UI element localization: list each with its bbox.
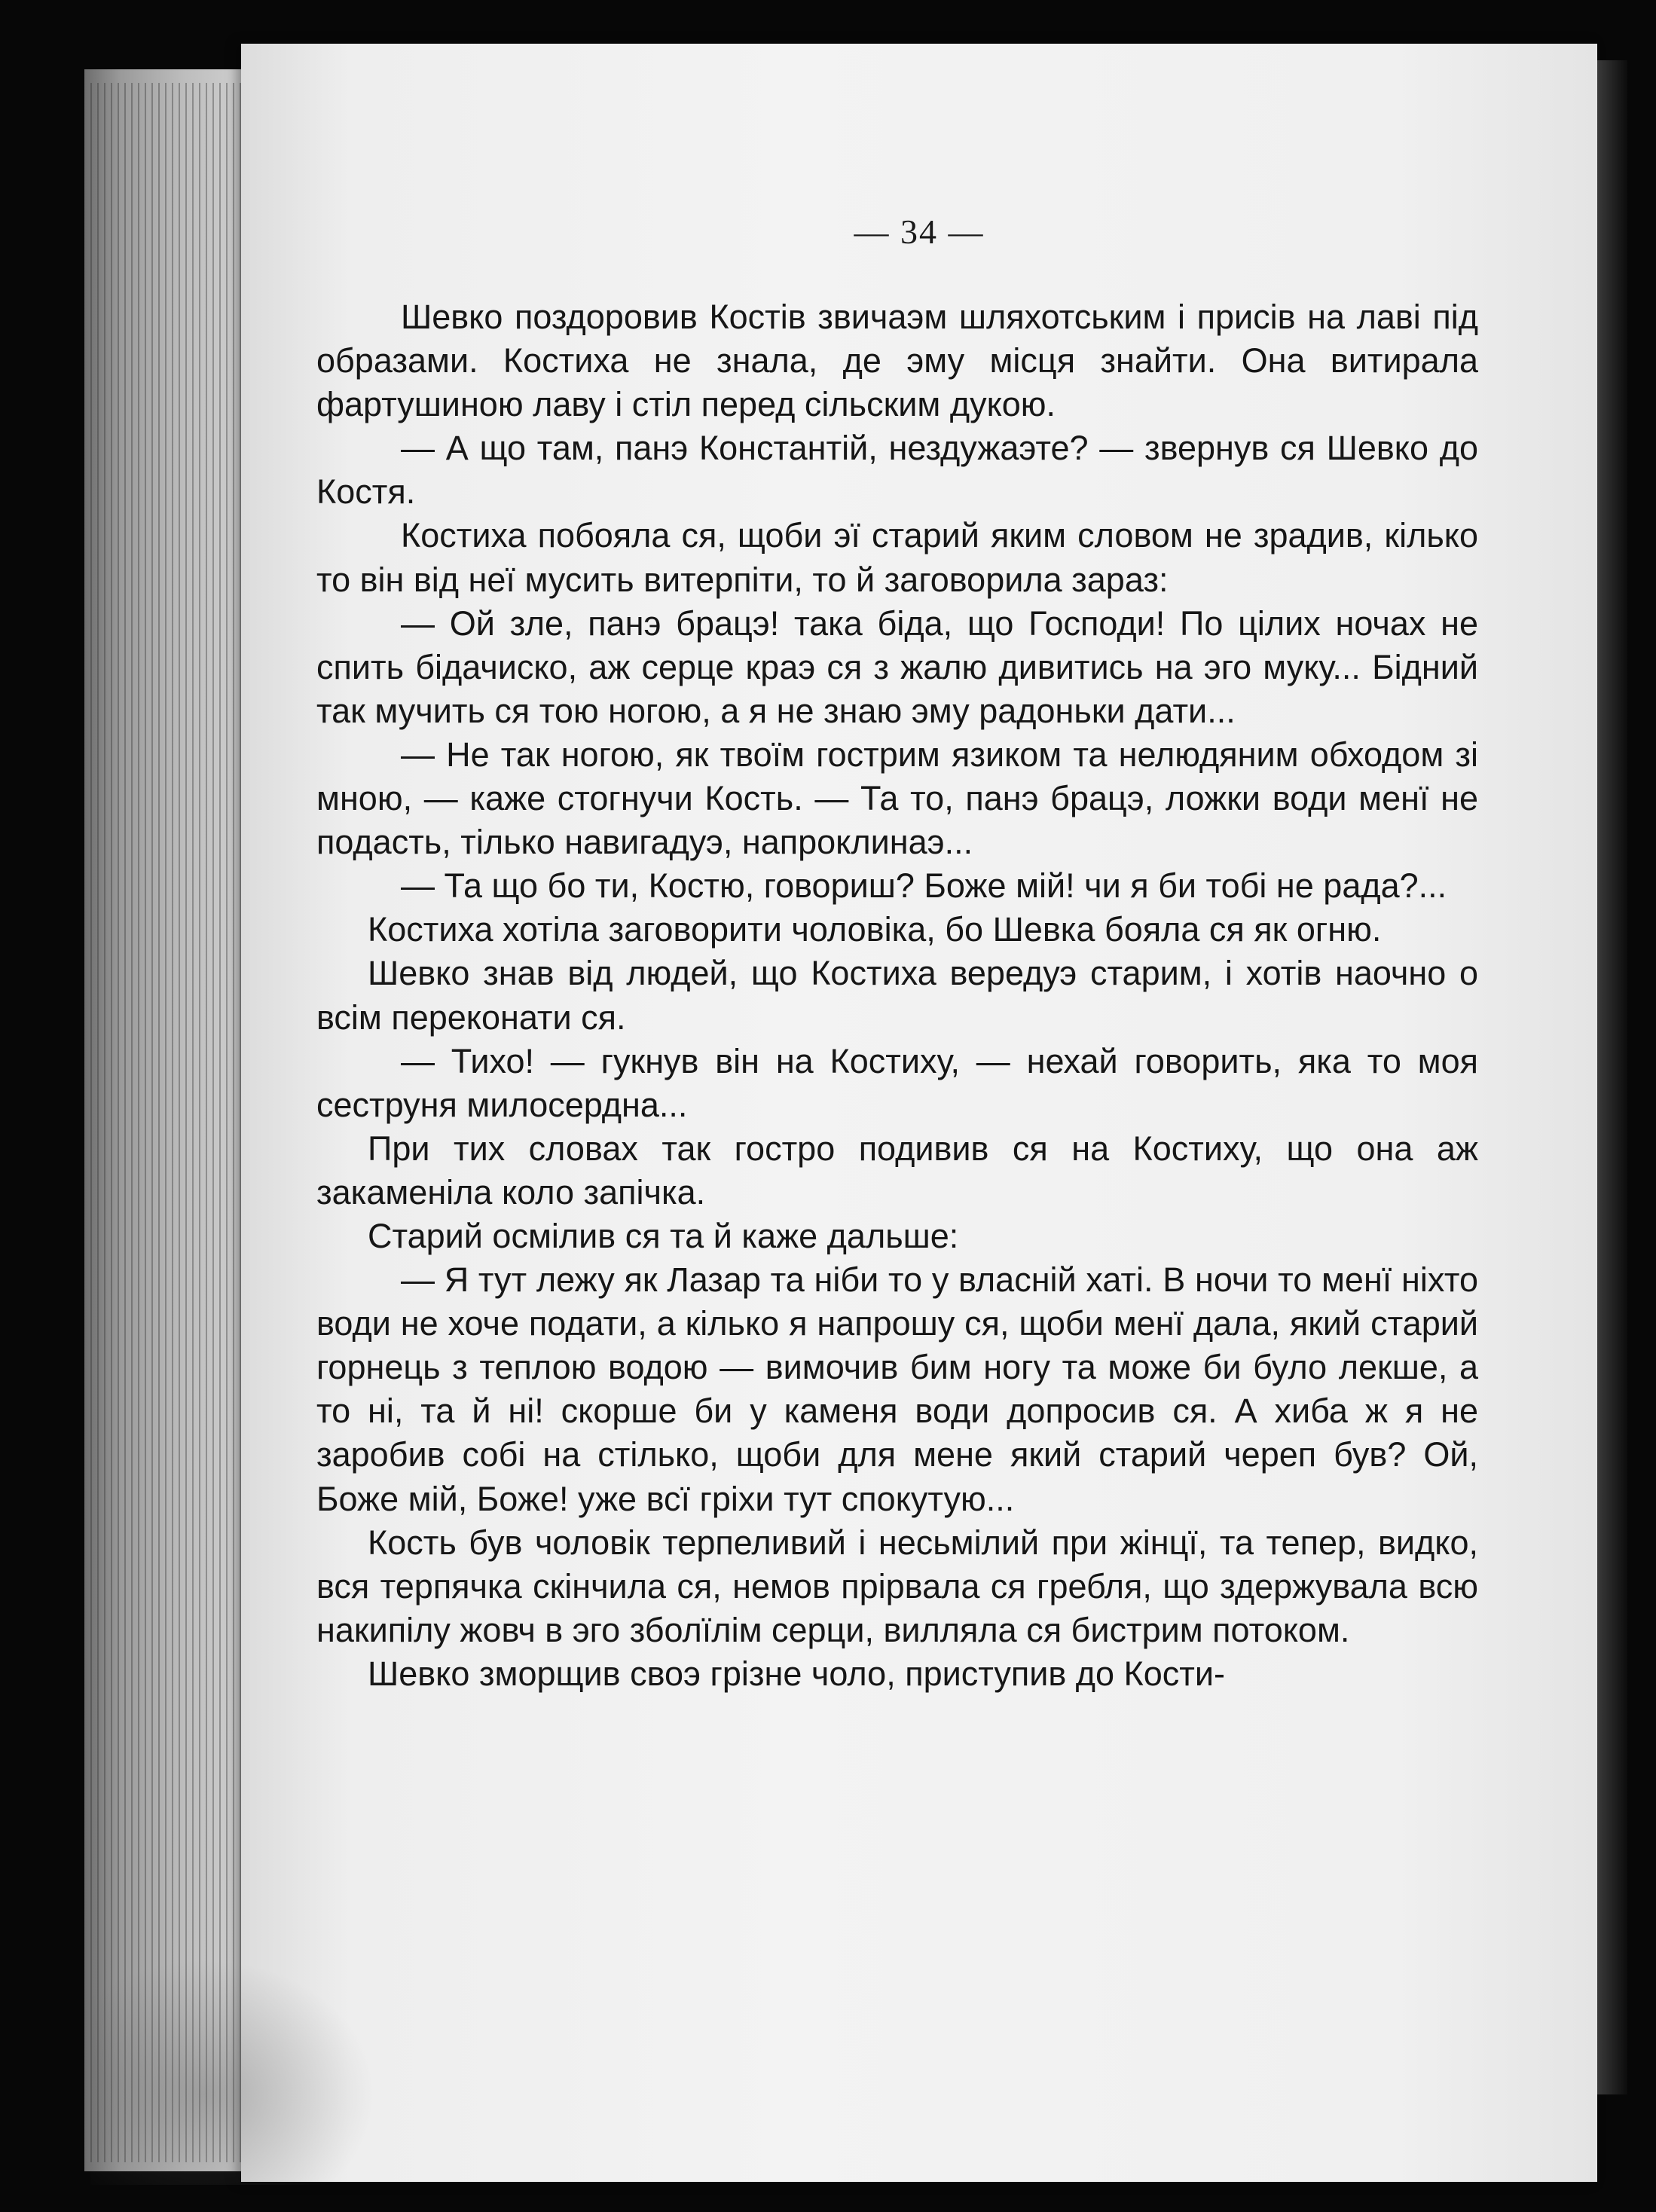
page-number: — 34 — bbox=[854, 212, 985, 251]
paragraph: Костиха хотіла заговорити чоловіка, бо Шевка бояла ся як огню. bbox=[368, 910, 1382, 949]
paragraph: Костиха побояла ся, щоби эї старий яким словом не зрадив, кілько то він від неї мусить витерпіти, то й заговорила зараз: bbox=[316, 516, 1478, 599]
paragraph: — А що там, панэ Константій, нездужаэте? — звернув ся Шевко до Костя. bbox=[316, 429, 1478, 512]
paragraph: Старий осмілив ся та й каже дальше: bbox=[368, 1216, 959, 1255]
corner-smudge bbox=[90, 1959, 377, 2185]
paragraph: — Не так ногою, як твоїм гострим язиком та нелюдяним обходом зі мною, — каже стогнучи Кость. — Та то, панэ брацэ, ложки води менї не подасть, тілько навигадуэ, напроклинаэ... bbox=[316, 735, 1478, 862]
paragraph: Шевко знав від людей, що Костиха вередуэ старим, і хотів наочно о всім переконати ся. bbox=[316, 954, 1478, 1037]
paragraph: При тих словах так гостро подивив ся на Костиху, що она аж закаменіла коло запічка. bbox=[316, 1129, 1478, 1211]
paragraph: — Тихо! — гукнув він на Костиху, — нехай говорить, яка то моя сеструня милосердна... bbox=[316, 1041, 1478, 1124]
paragraph: — Я тут лежу як Лазар та ніби то у власній хаті. В ночи то менї ніхто води не хоче подати, а кілько я напрошу ся, щоби менї дала, який старий горнець з теплою водою — вимочив бим ногу та може би було лекше, а то ні, та й ні! скорше би у каменя води допросив ся. А хиба ж я не заробив собі на стілько, щоби для мене який старий череп був? Ой, Боже мій, Боже! уже всї гріхи тут спокутую... bbox=[316, 1260, 1478, 1518]
paragraph: — Та що бо ти, Костю, говориш? Боже мій! чи я би тобі не рада?... bbox=[401, 866, 1447, 906]
paragraph: — Ой зле, панэ брацэ! така біда, що Господи! По цілих ночах не спить бідачиско, аж серце краэ ся з жалю дивитись на эго муку... Бідний так мучить ся тою ногою, а я не знаю эму радоньки дати... bbox=[316, 603, 1478, 730]
right-shadow bbox=[1597, 60, 1627, 2094]
paragraph: Шевко зморщив своэ грізне чоло, приступив до Кости- bbox=[368, 1654, 1226, 1693]
body-text bbox=[316, 295, 1478, 1696]
page-stack-lines bbox=[90, 83, 241, 2162]
paragraph: Кость був чоловік терпеливий і несьмілий при жінцї, та тепер, видко, вся терпячка скінчила ся, немов прірвала ся гребля, що здержувала всю накипілу жовч в эго зболїлім серци, вилляла ся бистрим потоком. bbox=[316, 1523, 1478, 1649]
paragraph: Шевко поздоровив Костів звичаэм шляхотським і присів на лаві під образами. Костиха не знала, де эму місця знайти. Она витирала фартушиною лаву і стіл перед сільским дукою. bbox=[316, 298, 1478, 424]
